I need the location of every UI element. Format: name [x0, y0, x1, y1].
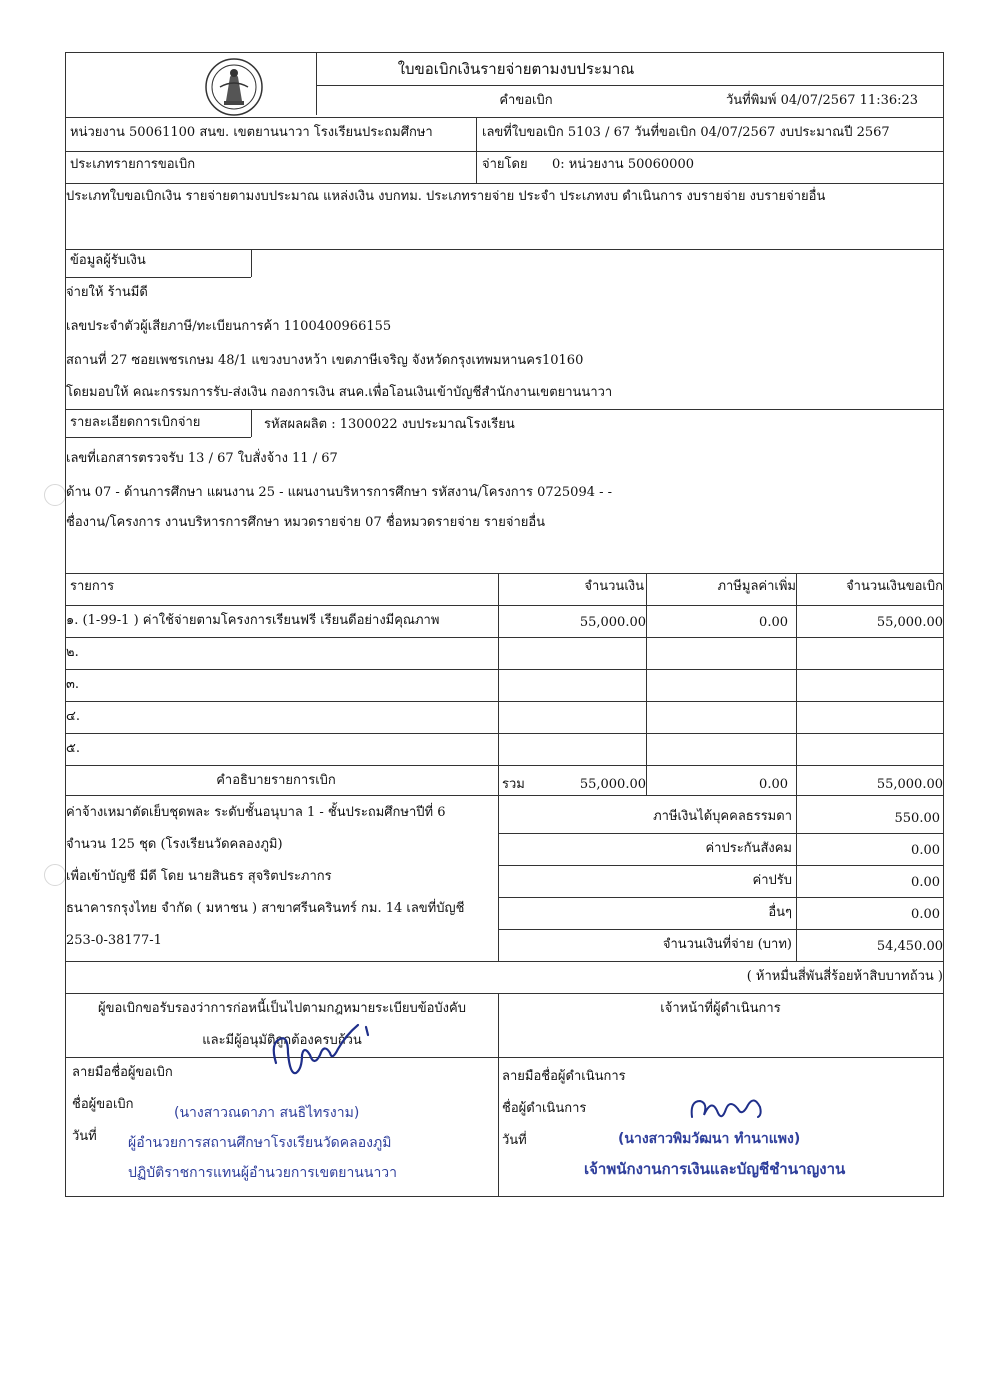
- tax-id: เลขประจำตัวผู้เสียภาษี/ทะเบียนการค้า 1100400966155: [66, 319, 392, 334]
- details-section-label: รายละเอียดการเบิกจ่าย: [70, 415, 201, 430]
- certify-line-1: ผู้ขอเบิกขอรับรองว่าการก่อหนี้เป็นไปตามกฎหมายระเบียบข้อบังคับ: [98, 1001, 466, 1016]
- pay-to: จ่ายให้ ร้านมีดี: [66, 285, 148, 300]
- header-request: จำนวนเงินขอเบิก: [846, 579, 943, 594]
- requester-sign-label: ลายมือชื่อผู้ขอเบิก: [72, 1065, 173, 1080]
- description-line-4: ธนาคารกรุงไทย จำกัด ( มหาชน ) สาขาศรีนครินทร์ กม. 14 เลขที่บัญชี: [66, 901, 465, 916]
- address: สถานที่ 27 ซอยเพชรเกษม 48/1 แขวงบางหว้า เขตภาษีเจริญ จังหวัดกรุงเทพมหานคร10160: [66, 353, 584, 368]
- requisition-form: [65, 52, 944, 1197]
- amount-in-words: ( ห้าหมื่นสี่พันสี่ร้อยห้าสิบบาทถ้วน ): [746, 969, 943, 984]
- row-1-amount: 55,000.00: [579, 615, 646, 630]
- requester-position-1: ผู้อำนวยการสถานศึกษาโรงเรียนวัดคลองภูมิ: [128, 1135, 392, 1151]
- unit-info: หน่วยงาน 50061100 สนข. เขตยานนาวา โรงเรียนประถมศึกษา: [70, 125, 433, 140]
- row-2-item: ๒.: [66, 645, 79, 660]
- paid-by-value: 0: หน่วยงาน 50060000: [552, 157, 694, 172]
- header-item: รายการ: [70, 579, 115, 594]
- row-1-request: 55,000.00: [876, 615, 943, 630]
- deduction-fine-label: ค่าปรับ: [752, 873, 792, 888]
- bangkok-seal-logo: [202, 57, 266, 117]
- payee-section-label: ข้อมูลผู้รับเงิน: [70, 253, 146, 268]
- description-line-5: 253-0-38177-1: [66, 933, 162, 948]
- description-line-3: เพื่อเข้าบัญชี มีดี โดย นายสินธร สุจริตประภากร: [66, 869, 332, 884]
- print-date: วันที่พิมพ์ 04/07/2567 11:36:23: [726, 93, 919, 108]
- net-amount-value: 54,450.00: [876, 939, 943, 954]
- net-amount-label: จำนวนเงินที่จ่าย (บาท): [662, 937, 792, 952]
- category-label: ประเภทรายการขอเบิก: [70, 157, 196, 172]
- header-vat: ภาษีมูลค่าเพิ่ม: [717, 579, 796, 594]
- officer-sign-label: ลายมือชื่อผู้ดำเนินการ: [502, 1069, 626, 1084]
- row-1-vat: 0.00: [759, 615, 788, 630]
- form-subtitle: คำขอเบิก: [499, 93, 553, 108]
- total-vat: 0.00: [759, 777, 788, 792]
- description-line-2: จำนวน 125 ชุด (โรงเรียนวัดคลองภูมิ): [66, 837, 283, 852]
- deduction-income-tax-value: 550.00: [894, 811, 940, 826]
- product-code: รหัสผลผลิต : 1300022 งบประมาณโรงเรียน: [264, 417, 515, 432]
- officer-date-label: วันที่: [502, 1133, 527, 1148]
- requester-name: (นางสาวณดาภา สนธิไทรงาม): [174, 1105, 360, 1121]
- punch-hole-top: [44, 484, 66, 506]
- punch-hole-bottom: [44, 864, 66, 886]
- deduction-social-security-value: 0.00: [911, 843, 940, 858]
- deduction-social-security-label: ค่าประกันสังคม: [705, 841, 792, 856]
- deduction-other-label: อื่นๆ: [768, 905, 792, 920]
- description-line-1: ค่าจ้างเหมาตัดเย็บชุดพละ ระดับชั้นอนุบาล 1 - ชั้นประถมศึกษาปีที่ 6: [66, 805, 446, 820]
- officer-header: เจ้าหน้าที่ผู้ดำเนินการ: [660, 1001, 781, 1016]
- officer-position: เจ้าพนักงานการเงินและบัญชีชำนาญงาน: [584, 1160, 846, 1178]
- row-5-item: ๕.: [66, 741, 80, 756]
- requester-signature: [262, 1013, 382, 1103]
- description-header: คำอธิบายรายการเบิก: [216, 773, 336, 788]
- officer-signature: [686, 1087, 776, 1127]
- officer-name-label: ชื่อผู้ดำเนินการ: [502, 1101, 587, 1116]
- type-line: ประเภทใบขอเบิกเงิน รายจ่ายตามงบประมาณ แหล่งเงิน งบกทม. ประเภทรายจ่าย ประจำ ประเภทงบ ดำเนินการ งบรายจ่าย งบรายจ่ายอื่น: [66, 189, 826, 204]
- officer-name: (นางสาวพิมวัฒนา ทำนาแพง): [618, 1131, 801, 1147]
- document-number: เลขที่เอกสารตรวจรับ 13 / 67 ใบสั่งจ้าง 11 / 67: [66, 451, 338, 466]
- requester-position-2: ปฏิบัติราชการแทนผู้อำนวยการเขตยานนาวา: [128, 1165, 398, 1181]
- row-4-item: ๔.: [66, 709, 80, 724]
- requester-date-label: วันที่: [72, 1129, 97, 1144]
- header-amount: จำนวนเงิน: [584, 579, 644, 594]
- total-request: 55,000.00: [876, 777, 943, 792]
- certify-line-2: และมีผู้อนุมัติถูกต้องครบถ้วน: [202, 1033, 362, 1048]
- row-3-item: ๓.: [66, 677, 80, 692]
- paid-by-label: จ่ายโดย: [482, 157, 528, 172]
- deduction-other-value: 0.00: [911, 907, 940, 922]
- requester-name-label: ชื่อผู้ขอเบิก: [72, 1097, 134, 1112]
- project-line: ชื่องาน/โครงการ งานบริหารการศึกษา หมวดรายจ่าย 07 ชื่อหมวดรายจ่าย รายจ่ายอื่น: [66, 515, 546, 530]
- total-amount: 55,000.00: [579, 777, 646, 792]
- deduction-income-tax-label: ภาษีเงินได้บุคคลธรรมดา: [653, 809, 792, 824]
- row-1-item: ๑. (1-99-1 ) ค่าใช้จ่ายตามโครงการเรียนฟรี เรียนดีอย่างมีคุณภาพ: [66, 613, 440, 628]
- total-label: รวม: [502, 777, 525, 792]
- request-number: เลขที่ใบขอเบิก 5103 / 67 วันที่ขอเบิก 04/07/2567 งบประมาณปี 2567: [482, 125, 890, 140]
- delegate: โดยมอบให้ คณะกรรมการรับ-ส่งเงิน กองการเงิน สนค.เพื่อโอนเงินเข้าบัญชีสำนักงานเขตยานนาวา: [66, 385, 613, 400]
- form-title: ใบขอเบิกเงินรายจ่ายตามงบประมาณ: [397, 60, 635, 78]
- deduction-fine-value: 0.00: [911, 875, 940, 890]
- area-line: ด้าน 07 - ด้านการศึกษา แผนงาน 25 - แผนงานบริหารการศึกษา รหัสงาน/โครงการ 0725094 - -: [66, 485, 613, 500]
